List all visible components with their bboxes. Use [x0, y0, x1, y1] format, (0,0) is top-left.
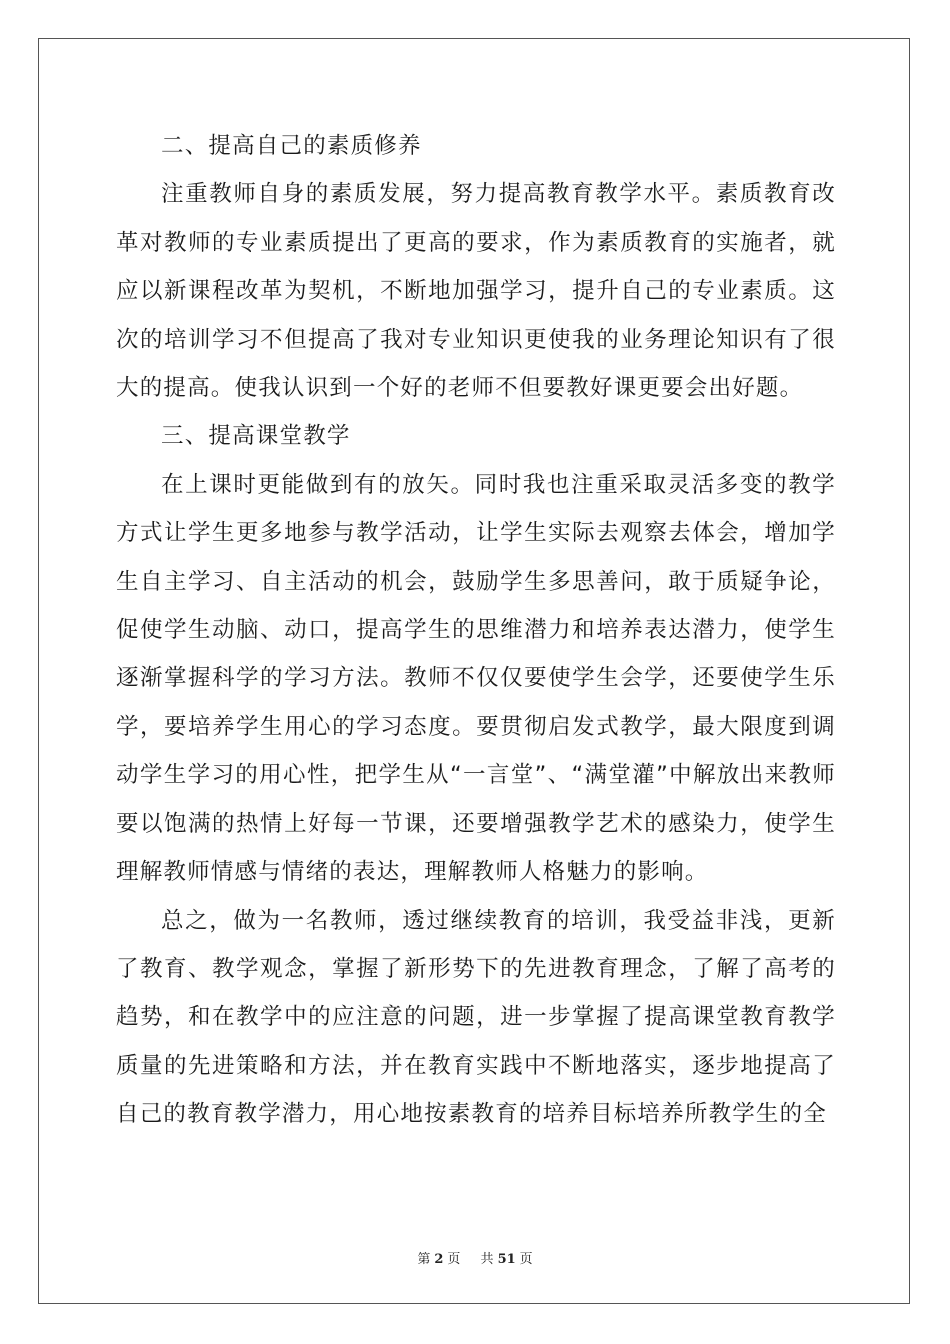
- page-footer: [0, 1248, 950, 1267]
- total-suffix: 页: [519, 1252, 533, 1267]
- page-indicator: [413, 1252, 464, 1267]
- total-pages: 51: [497, 1252, 516, 1267]
- page-number: 2: [434, 1252, 444, 1267]
- body-paragraph: 注重教师自身的素质发展，努力提高教育教学水平。素质教育改革对教师的专业素质提出了更高的要求，作为素质教育的实施者，就应以新课程改革为契机，不断地加强学习，提升自己的专业素质。这次的培训学习不但提高了我对专业知识更使我的业务理论知识有了很大的提高。使我认识到一个好的老师不但要教好课更要会出好题。: [116, 181, 836, 402]
- section-heading-2: 二、提高自己的素质修养: [161, 133, 422, 159]
- total-indicator: [477, 1252, 537, 1267]
- section-heading-3: 三、提高课堂教学: [161, 423, 351, 450]
- page-suffix: 页: [447, 1252, 461, 1267]
- page-prefix: 第: [417, 1252, 431, 1267]
- document-body: [116, 122, 836, 1139]
- body-paragraph: 总之，做为一名教师，透过继续教育的培训，我受益非浅，更新了教育、教学观念，掌握了新形势下的先进教育理念，了解了高考的趋势，和在教学中的应注意的问题，进一步掌握了提高课堂教育教学质量的先进策略和方法，并在教育实践中不断地落实，逐步地提高了自己的教育教学潜力，用心地按素教育的培养目标培养所教学生的全: [116, 907, 836, 1128]
- body-paragraph: 在上课时更能做到有的放矢。同时我也注重采取灵活多变的教学方式让学生更多地参与教学活动，让学生实际去观察去体会，增加学生自主学习、自主活动的机会，鼓励学生多思善问，敢于质疑争论，促使学生动脑、动口，提高学生的思维潜力和培养表达潜力，使学生逐渐掌握科学的学习方法。教师不仅仅要使学生会学，还要使学生乐学，要培养学生用心的学习态度。要贯彻启发式教学，最大限度到调动学生学习的用心性，把学生从“一言堂”、“满堂灌”中解放出来教师要以饱满的热情上好每一节课，还要增强教学艺术的感染力，使学生理解教师情感与情绪的表达，理解教师人格魅力的影响。: [116, 471, 836, 886]
- total-prefix: 共: [480, 1252, 494, 1267]
